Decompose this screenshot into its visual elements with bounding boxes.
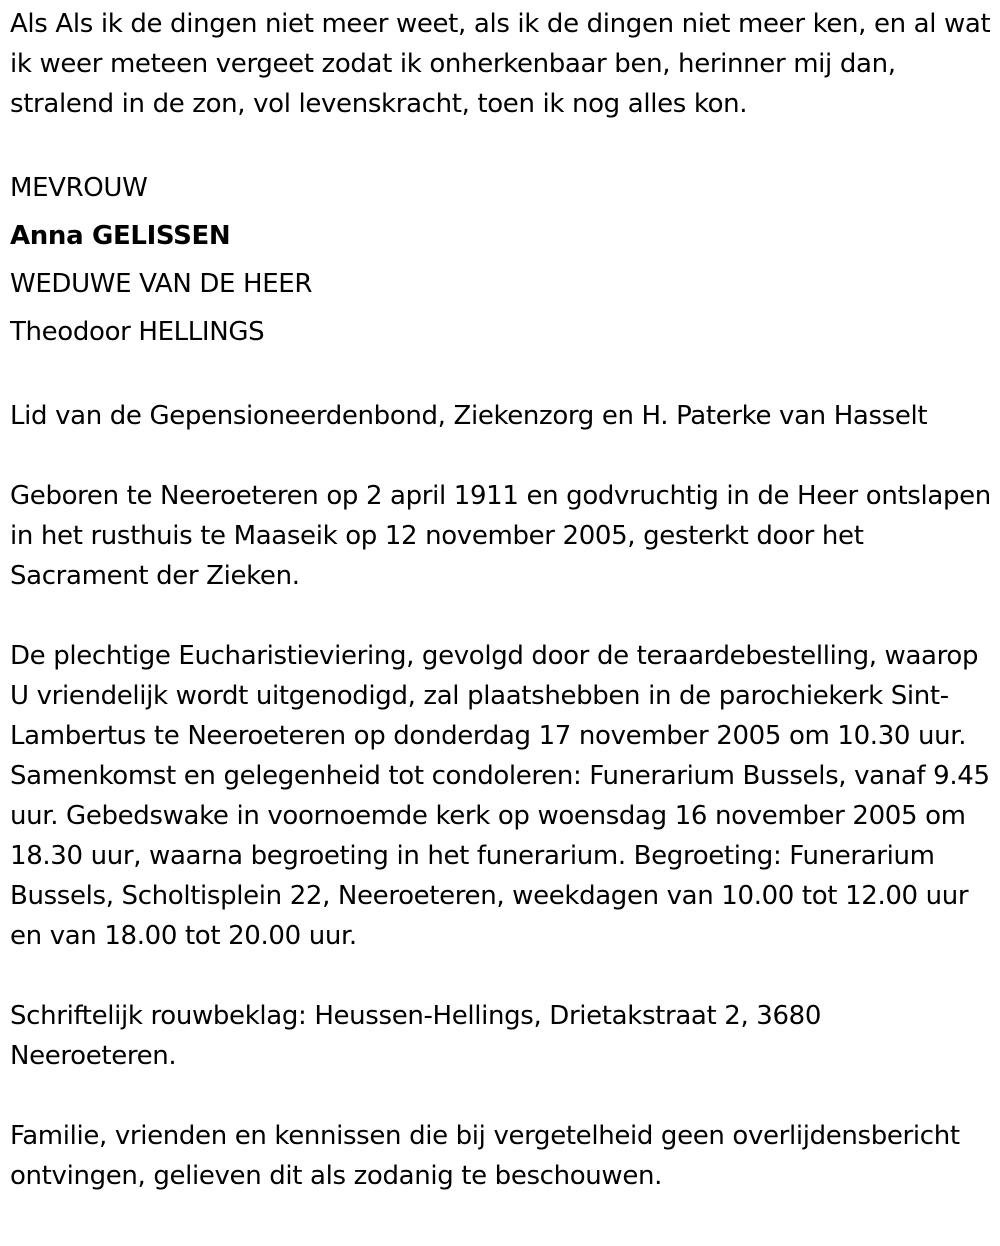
spacer	[10, 1076, 992, 1116]
obituary-document	[10, 4, 992, 1196]
closing-text: Familie, vrienden en kennissen die bij vergetelheid geen overlijdensbericht ontvingen, gelieven dit als zodanig te beschouwen.	[10, 1121, 960, 1191]
memorial-poem: Als Als ik de dingen niet meer weet, als ik de dingen niet meer ken, en al wat ik weer meteen vergeet zodat ik onherkenbaar ben, herinner mij dan, stralend in de zon, vol levenskracht, toen ik nog alles kon.	[10, 9, 991, 119]
spacer	[10, 596, 992, 636]
birth-death-text: Geboren te Neeroeteren op 2 april 1911 en godvruchtig in de Heer ontslapen in het rusthuis te Maaseik op 12 november 2005, gesterkt door het Sacrament der Zieken.	[10, 481, 991, 591]
spouse-name: Theodoor HELLINGS	[10, 317, 265, 347]
membership-text: Lid van de Gepensioneerdenbond, Ziekenzorg en H. Paterke van Hasselt	[10, 401, 928, 431]
deceased-name: Anna GELISSEN	[10, 221, 231, 251]
ceremony-text: De plechtige Eucharistieviering, gevolgd door de teraardebestelling, waarop U vriendelijk wordt uitgenodigd, zal plaatshebben in de parochiekerk Sint-Lambertus te Neeroeteren op donderdag 17 november 2005 om 10.30 uur. Samenkomst en gelegenheid tot condoleren: Funerarium Bussels, vanaf 9.45 uur. Gebedswake in voornoemde kerk op woensdag 16 november 2005 om 18.30 uur, waarna begroeting in het funerarium. Begroeting: Funerarium Bussels, Scholtisplein 22, Neeroeteren, weekdagen van 10.00 tot 12.00 uur en van 18.00 tot 20.00 uur.	[10, 641, 990, 951]
spacer	[10, 956, 992, 996]
spacer	[10, 436, 992, 476]
spacer	[10, 124, 992, 164]
widow-line: WEDUWE VAN DE HEER	[10, 269, 313, 299]
spacer	[10, 356, 992, 396]
title-mevrouw: MEVROUW	[10, 173, 148, 203]
condolences-text: Schriftelijk rouwbeklag: Heussen-Hellings, Drietakstraat 2, 3680 Neeroeteren.	[10, 1001, 822, 1071]
